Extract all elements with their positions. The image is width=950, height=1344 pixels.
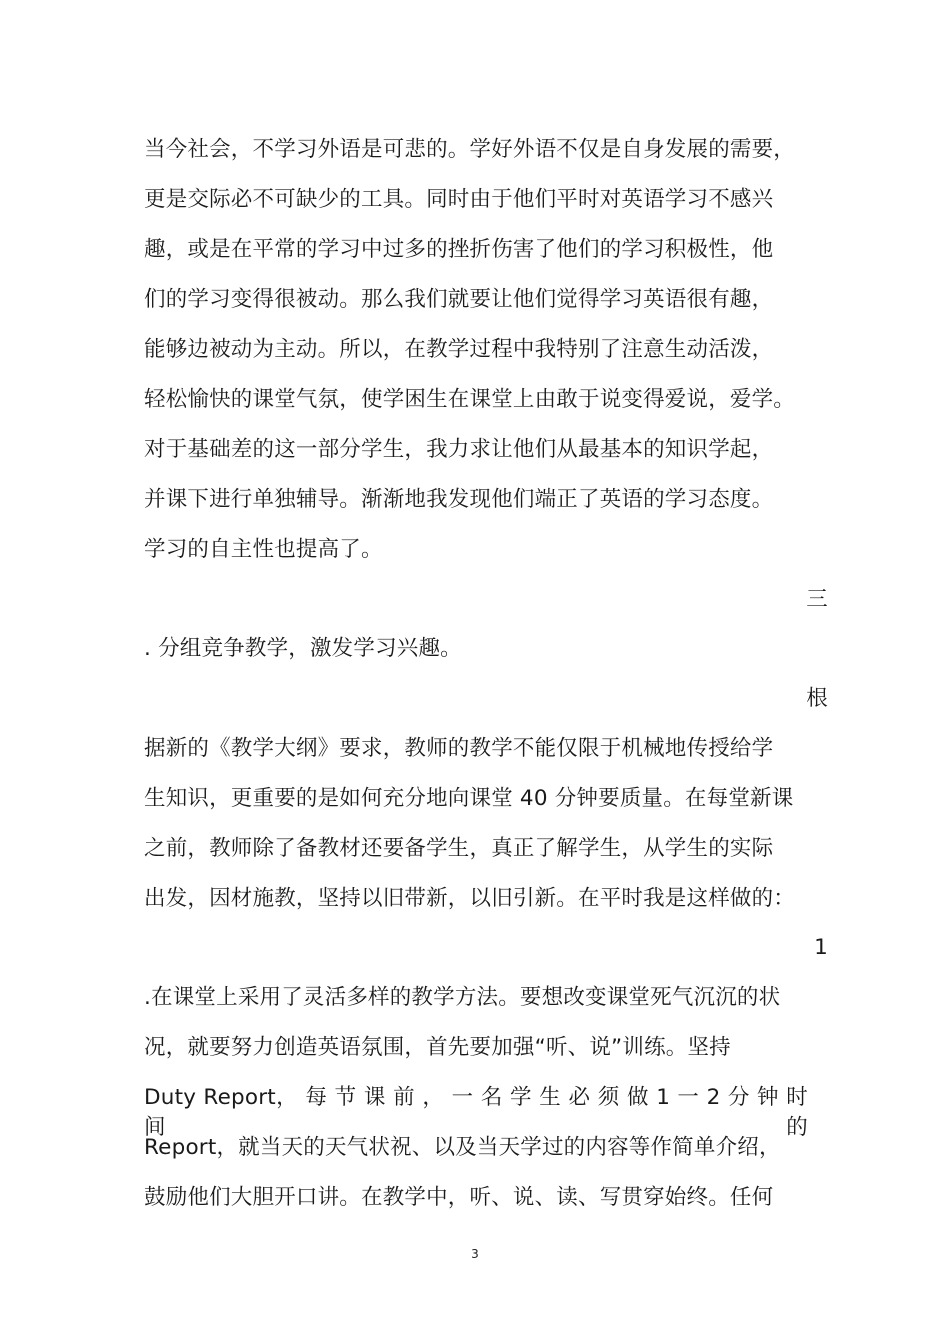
text-line: 根 (806, 686, 828, 711)
text-line: 之前，教师除了备教材还要备学生，真正了解学生，从学生的实际 (144, 836, 774, 861)
text-line: 趣，或是在平常的学习中过多的挫折伤害了他们的学习积极性，他 (144, 237, 774, 262)
text-line: .在课堂上采用了灵活多样的教学方法。要想改变课堂死气沉沉的状 (144, 985, 781, 1010)
text-line: 并课下进行单独辅导。渐渐地我发现他们端正了英语的学习态度。 (144, 487, 774, 512)
text-line: Report，就当天的天气状祝、以及当天学过的内容等作简单介绍， (144, 1135, 781, 1160)
text-line: 况，就要努力创造英语氛围，首先要加强“听、说”训练。坚持 (144, 1035, 731, 1060)
text-line: 对于基础差的这一部分学生，我力求让他们从最基本的知识学起， (144, 437, 774, 462)
text-line: 生知识，更重要的是如何充分地向课堂 40 分钟要质量。在每堂新课 (144, 786, 794, 811)
text-line: 当今社会，不学习外语是可悲的。学好外语不仅是自身发展的需要， (144, 137, 796, 162)
text-line: 更是交际必不可缺少的工具。同时由于他们平时对英语学习不感兴 (144, 187, 774, 212)
text-line: 学习的自主性也提高了。 (144, 537, 383, 562)
text-line: Duty Report， 每 节 课 前 ， 一 名 学 生 必 须 做 1 一 2 分 钟 时 间 的 (144, 1085, 808, 1140)
text-line: 据新的《教学大纲》要求，教师的教学不能仅限于机械地传授给学 (144, 736, 774, 761)
text-line: 鼓励他们大胆开口讲。在教学中，听、说、读、写贯穿始终。任何 (144, 1185, 774, 1210)
section-heading: . 分组竞争教学，激发学习兴趣。 (144, 636, 462, 661)
page-number: 3 (471, 1247, 479, 1261)
text-line: 们的学习变得很被动。那么我们就要让他们觉得学习英语很有趣， (144, 287, 774, 312)
section-number: 三 (806, 587, 828, 612)
text-line: 轻松愉快的课堂气氛，使学困生在课堂上由敢于说变得爱说，爱学。 (144, 387, 796, 412)
text-line: 出发，因材施教，坚持以旧带新，以旧引新。在平时我是这样做的： (144, 886, 796, 911)
list-number: 1 (814, 935, 828, 960)
text-line: 能够边被动为主动。所以，在教学过程中我特别了注意生动活泼， (144, 337, 774, 362)
